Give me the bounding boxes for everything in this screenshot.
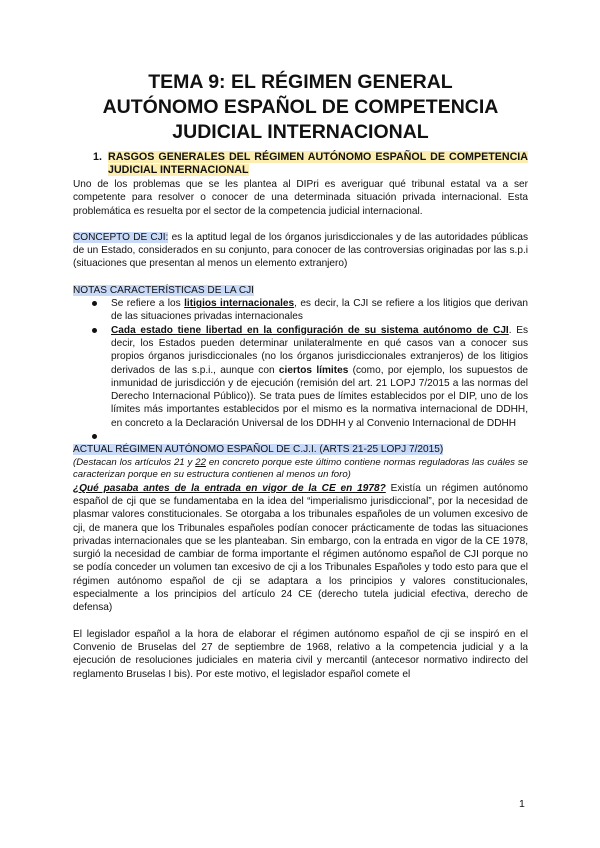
- title-line-3: JUDICIAL INTERNACIONAL: [172, 121, 429, 143]
- section-heading-text: RASGOS GENERALES DEL RÉGIMEN AUTÓNOMO ESPAÑOL DE COMPETENCIA JUDICIAL INTERNACIONAL: [108, 151, 528, 176]
- question-paragraph: ¿Qué pasaba antes de la entrada en vigor de la CE en 1978? Existía un régimen autónomo español de cji que se fundamentaba en la idea del “imperialismo jurisdiccional”, por la necesidad de plasmar valores constitucionales. Se otorgaba a los tribunales españoles de un volumen excesivo de cji, de manera que los Tribunales españoles podían conocer prácticamente de todas las situaciones privadas internacionales que se les planteaban. Sin embargo, con la entrada en vigor de la CE 1978, surgió la necesidad de cambiar de forma importante el régimen autónomo español de CJI porque no se podía conceder un volumen tan excesivo de cji a los Tribunales Españoles y todo esto para que el régimen autónomo español de cji se adaptara a los principios y valores constitucionales, especialmente a los principios del artículo 24 CE (derecho tutela judicial efectiva, derecho de defensa): [73, 482, 528, 614]
- legislator-paragraph: El legislador español a la hora de elaborar el régimen autónomo español de cji se inspiró en el Convenio de Bruselas del 27 de septiembre de 1968, relativo a la competencia judicial y a la ejecución de resoluciones judiciales en materia civil y mercantil (antecesor normativo indirecto del reglamento Bruselas I bis). Por este motivo, el legislador español comete el: [73, 628, 528, 680]
- notes-heading-row: [73, 284, 528, 297]
- article-link[interactable]: 22: [195, 456, 206, 468]
- bold-term: ciertos límites: [278, 364, 349, 376]
- page-number: 1: [519, 798, 525, 810]
- concept-text: es la aptitud legal de los órganos jurisdiccionales y de las autoridades públicas de un Estado, considerados en su conjunto, para conocer de las controversias originadas por las s.p.i (situaciones que presentan al menos un elemento extranjero): [73, 231, 528, 270]
- actual-heading-row: [73, 443, 528, 456]
- bullet-icon: [92, 434, 97, 439]
- intro-paragraph: Uno de los problemas que se les plantea al DIPri es averiguar qué tribunal estatal va a ser competente para resolver o conocer de una determinada situación privada internacional. Esta problemática es resuelta por el sector de la competencia judicial internacional.: [73, 179, 528, 217]
- concept-paragraph: [73, 231, 528, 271]
- title-line-2: AUTÓNOMO ESPAÑOL DE COMPETENCIA: [102, 96, 499, 118]
- title-line-1: TEMA 9: EL RÉGIMEN GENERAL: [148, 71, 453, 93]
- bullet-icon: [92, 328, 97, 333]
- notes-list: [73, 297, 528, 443]
- list-item: Se refiere a los litigios internacionales, es decir, la CJI se refiere a los litigios que derivan de las situaciones privadas internacionales: [73, 297, 528, 324]
- actual-heading: ACTUAL RÉGIMEN AUTÓNOMO ESPAÑOL DE C.J.I. (ARTS 21-25 LOPJ 7/2015): [73, 444, 444, 456]
- page-title: [73, 70, 528, 145]
- question-text: ¿Qué pasaba antes de la entrada en vigor de la CE en 1978?: [73, 482, 386, 494]
- bold-term: Cada estado tiene libertad en la configuración de su sistema autónomo de CJI: [111, 324, 509, 336]
- bullet-icon: [92, 301, 97, 306]
- section-number: 1.: [93, 151, 102, 163]
- notes-heading: NOTAS CARACTERÍSTICAS DE LA CJI: [73, 284, 254, 296]
- bold-term: litigios internacionales: [184, 298, 295, 310]
- section-heading-1: [93, 151, 528, 177]
- articles-note: (Destacan los artículos 21 y 22 en concreto porque este último contiene normas reguladoras las cuáles se caracterizan porque en su estructura contienen al menos un foro): [73, 456, 528, 481]
- list-item-empty: [73, 430, 528, 443]
- list-item: Cada estado tiene libertad en la configuración de su sistema autónomo de CJI. Es decir, los Estados pueden determinar unilateralmente en qué casos van a conocer sus propios órganos jurisdiccionales (no los órganos jurisdiccionales extranjeros) de los litigios derivados de las s.p.i., aunque con ciertos límites (como, por ejemplo, los supuestos de inmunidad de jurisdicción y de ejecución (remisión del art. 21 LOPJ 7/2015 a las normas del Derecho Internacional Público)). Se trata pues de límites establecidos por el DIP, uno de los límites más importantes establecidos por el mismo es la normativa internacional de DDHH, en concreto a la Declaración Universal de los DDHH y al Convenio Internacional de DDHH: [73, 324, 528, 430]
- concept-label: CONCEPTO DE CJI:: [73, 231, 169, 243]
- document-page: [73, 70, 528, 681]
